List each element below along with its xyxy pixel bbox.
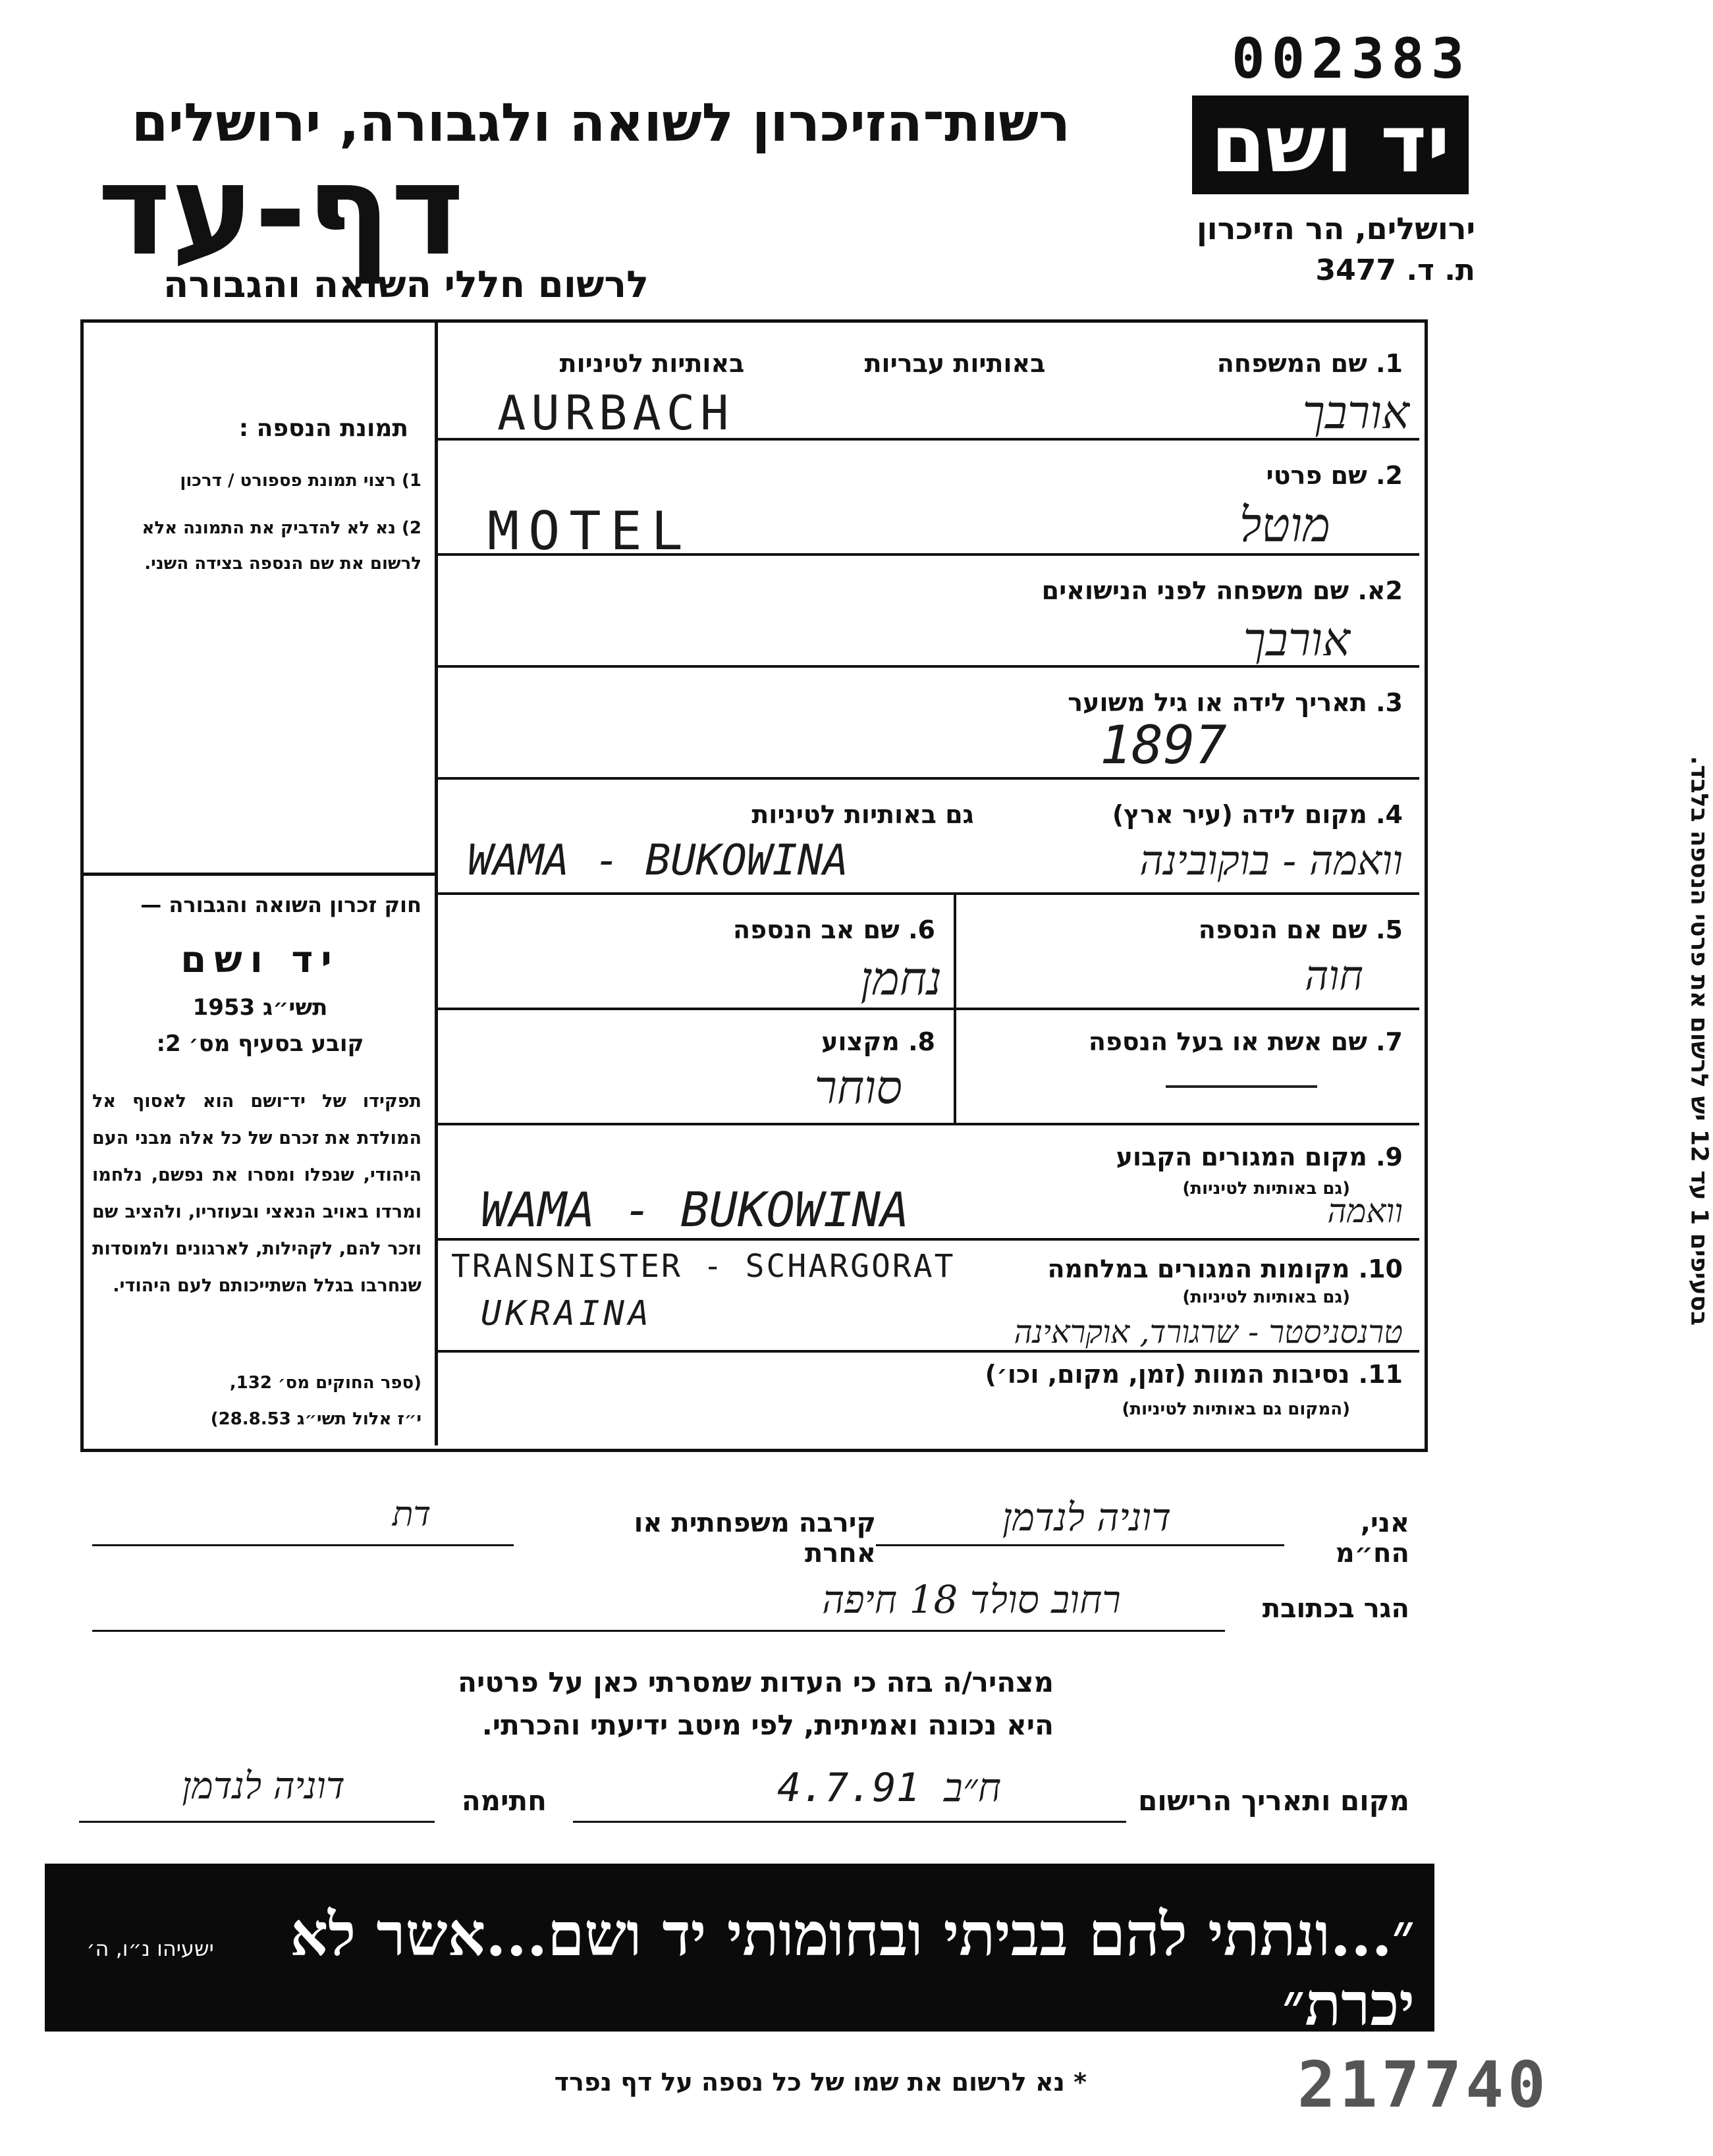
field-9-sub: (גם באותיות לטיניות) [1182,1179,1350,1199]
declaration-statement-2: היא נכונה ואמיתית, לפי מיטב ידיעתי והכרתי. [481,1709,1054,1741]
field-10-latin-value-2[interactable]: UKRAINA [481,1294,653,1334]
banner-source: ישעיהו נ״ו, ה׳ [86,1936,214,1961]
declaration-relation-value[interactable]: דת [392,1495,431,1534]
field-1-hebrew-column: באותיות עבריות [864,349,1046,378]
declaration-statement-1: מצהיר/ה בזה כי העדות שמסרתי כאן על פרטיה [458,1666,1054,1698]
declaration-place-date-label: מקום ותאריך הרישום [1138,1785,1409,1817]
field-10-label: 10. מקומות המגורים במלחמה [1047,1254,1403,1283]
field-9-hebrew-value[interactable]: וואמה [1327,1192,1403,1230]
law-clause: קובע בסעיף מס׳ 2: [156,1031,364,1057]
field-9-label: 9. מקום המגורים הקבוע [1116,1143,1403,1172]
field-2-latin-value[interactable]: MOTEL [487,500,692,562]
declaration-signature-line [79,1821,435,1823]
field-11-label: 11. נסיבות המוות (זמן, מקום, וכו׳) [985,1360,1403,1389]
photo-box-title: תמונת הנספה : [238,415,408,442]
left-column-divider [435,323,438,1445]
field-10-hebrew-value[interactable]: טרנסניסטר - שרגורד, אוקראינה [1014,1314,1403,1351]
field-1-hebrew-value[interactable]: אורבך [1302,385,1409,439]
yad-vashem-logo: יד ושם [1192,95,1469,194]
field-6-value[interactable]: נחמן [860,952,942,1006]
serial-number: 002383 [1232,26,1471,91]
address-line-1: ירושלים, הר הזיכרון [1196,211,1475,246]
field-3-label: 3. תאריך לידה או גיל משוער [1068,688,1403,717]
field-6-label: 6. שם אב הנספה [733,915,935,944]
declaration-address-label: הגר בכתובת [1262,1594,1409,1624]
field-1-latin-value[interactable]: AURBACH [497,385,734,441]
field-4-latin-column: גם באותיות לטיניות [751,800,974,829]
field-11-sub: (המקום גם באותיות לטיניות) [1122,1399,1350,1419]
field-3-value[interactable]: 1897 [1100,714,1227,776]
declaration-signature-label: חתימה [461,1785,547,1817]
field-1-latin-column: באותיות לטיניות [559,349,745,378]
law-source-2: י״ז אלול תשי״ג 28.8.53) [210,1409,421,1429]
field-7-dash-mark [1166,1085,1317,1088]
banner-quote: ״...ונתתי להם בביתי ובחומותי יד ושם...אשר לא יכרת״ [290,1900,1415,2039]
left-column-split [84,873,438,876]
field-7-label: 7. שם אשת או בעל הנספה [1088,1027,1403,1056]
law-year: תשי״ג 1953 [192,994,328,1021]
declaration-i-value[interactable]: דוניה לנדמן [1002,1495,1172,1540]
address-line-2: ת. ד. 3477 [1315,254,1475,287]
field-4-label: 4. מקום לידה (עיר ארץ) [1112,800,1403,829]
field-4-latin-value[interactable]: WAMA - BUKOWINA [468,836,848,885]
field-1-label: 1. שם המשפחה [1216,349,1403,378]
field-4-hebrew-value[interactable]: וואמה - בוקובינה [1139,836,1403,884]
law-source-1: (ספר החוקים מס׳ 132, [229,1373,421,1393]
law-name: יד ושם [180,938,340,981]
form-subtitle: לרשום חללי השואה והגבורה [163,263,649,306]
law-title: חוק זכרון השואה והגבורה — [140,892,421,917]
field-9-latin-value[interactable]: WAMA - BUKOWINA [481,1182,910,1237]
field-10-sub: (גם באותיות לטיניות) [1182,1287,1350,1307]
field-8-label: 8. מקצוע [821,1027,935,1056]
field-8-value[interactable]: סוחר [814,1060,902,1114]
declaration-place-date-value[interactable]: 4.7.91 ח״ב [777,1765,1002,1811]
declaration-address-line [92,1630,1225,1632]
field-2-hebrew-value[interactable]: מוטל [1239,497,1330,552]
declaration-address-value[interactable]: רחוב סולד 18 חיפה [822,1577,1121,1622]
quote-banner [45,1864,1434,2039]
photo-box-note-2: 2) נא לא להדביק את התמונה אלא לרשום את שם הנספה בצידה השני. [142,518,421,574]
photo-box-note-1: 1) רצוי תמונת פספורט / דרכון [180,471,421,491]
footer-note: * נא לרשום את שמו של כל נספה על דף נפרד [554,2068,1087,2097]
declaration-i-line [876,1544,1284,1546]
declaration-signature-value[interactable]: דוניה לנדמן [182,1765,345,1808]
field-5-value[interactable]: חוה [1305,952,1363,1000]
declaration-place-date-line [573,1821,1126,1823]
field-2a-label: 2א. שם משפחה לפני הנישואים [1041,576,1403,605]
authority-name: רשות־הזיכרון לשואה ולגבורה, ירושלים [131,92,1070,153]
declaration-i-label: אני, הח״מ [1335,1508,1409,1569]
footer-number: 217740 [1297,2048,1550,2122]
field-2-label: 2. שם פרטי [1266,461,1403,490]
law-body: תפקידו של יד־ושם הוא לאסוף אל המולדת את זכרם של כל אלה מבני העם היהודי, שנפלו ומסרו את נפשם, נלחמו ומרדו באויב הנאצי ובעוזריו, ולהציב שם וזכר להם, לקהילות, לארגונים ולמוסדות שנחרבו בגלל השתייכותם לעם היהודי. [92,1091,421,1296]
declaration-relation-line [92,1544,514,1546]
field-5-label: 5. שם אם הנספה [1198,915,1403,944]
form-title: דף-עד [97,138,464,283]
field-10-latin-value-1[interactable]: TRANSNISTER - SCHARGORAT [451,1248,956,1285]
declaration-relation-label: קירבה משפחתית או אחרת [634,1508,876,1569]
side-note: בסעיפים 1 עד 12 יש לרשום את פרטי הנספה בלבד. [1685,755,1713,1326]
field-2a-hebrew-value[interactable]: אורבך [1243,612,1350,666]
